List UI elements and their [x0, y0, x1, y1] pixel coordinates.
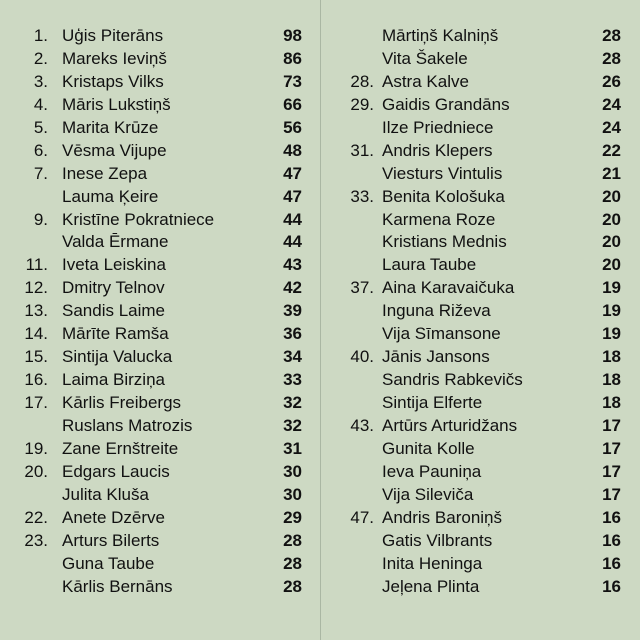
- person-name: Julita Kluša: [62, 484, 149, 504]
- ranking-row: [0, 323, 320, 346]
- rank-number: 37.: [350, 278, 374, 298]
- score-value: 20: [602, 209, 621, 229]
- ranking-row: [321, 461, 640, 484]
- ranking-row: [0, 254, 320, 277]
- ranking-row: [321, 323, 640, 346]
- ranking-row: [321, 25, 640, 48]
- person-name: Ieva Pauniņa: [382, 461, 482, 481]
- ranking-row: [0, 163, 320, 186]
- ranking-row: [321, 553, 640, 576]
- ranking-row: [0, 25, 320, 48]
- score-value: 16: [602, 507, 621, 527]
- person-name: Benita Kološuka: [382, 186, 505, 206]
- score-value: 18: [602, 393, 621, 412]
- score-value: 17: [602, 438, 621, 458]
- ranking-row: [0, 209, 320, 232]
- person-name: Iveta Leiskina: [62, 255, 166, 275]
- score-value: 17: [602, 415, 621, 435]
- ranking-row: [321, 300, 640, 323]
- rank-number: 13.: [24, 301, 48, 321]
- person-name: Māris Lukstiņš: [62, 94, 171, 114]
- person-name: Laura Taube: [382, 255, 477, 275]
- person-name: Vija Sileviča: [382, 484, 474, 504]
- ranking-row: [321, 392, 640, 415]
- score-value: 16: [602, 530, 621, 550]
- person-name: Vija Sīmansone: [382, 324, 501, 344]
- rank-number: 2.: [33, 48, 48, 68]
- score-value: 47: [283, 186, 302, 206]
- ranking-row: [0, 369, 320, 392]
- person-name: Sintija Elferte: [382, 393, 483, 412]
- person-name: Kārlis Bernāns: [62, 576, 173, 596]
- rank-number: 15.: [24, 347, 48, 367]
- rank-number: 20.: [24, 461, 48, 481]
- person-name: Mareks Ieviņš: [62, 48, 167, 68]
- ranking-row: [321, 71, 640, 94]
- rank-number: 43.: [350, 415, 374, 435]
- person-name: Kristians Mednis: [382, 232, 507, 252]
- ranking-row: [0, 140, 320, 163]
- rank-number: 17.: [24, 393, 48, 412]
- rank-number: 12.: [24, 278, 48, 298]
- score-value: 16: [602, 576, 621, 596]
- score-value: 44: [283, 209, 302, 229]
- score-value: 30: [283, 484, 302, 504]
- rank-number: 40.: [350, 347, 374, 367]
- score-value: 26: [602, 71, 621, 91]
- person-name: Mārtiņš Kalniņš: [382, 26, 499, 45]
- person-name: Jānis Jansons: [382, 347, 490, 367]
- score-value: 20: [602, 232, 621, 252]
- left-column: [0, 25, 320, 615]
- ranking-row: [0, 530, 320, 553]
- score-value: 29: [283, 507, 302, 527]
- person-name: Arturs Bilerts: [62, 530, 160, 550]
- ranking-row: [0, 484, 320, 507]
- rank-number: 33.: [350, 186, 374, 206]
- person-name: Sintija Valucka: [62, 347, 173, 367]
- rank-number: 9.: [33, 209, 48, 229]
- score-value: 31: [283, 438, 302, 458]
- ranking-row: [0, 415, 320, 438]
- person-name: Ruslans Matrozis: [62, 415, 193, 435]
- ranking-row: [0, 553, 320, 576]
- score-value: 20: [602, 255, 621, 275]
- ranking-row: [0, 94, 320, 117]
- ranking-row: [0, 117, 320, 140]
- person-name: Viesturs Vintulis: [382, 163, 503, 183]
- ranking-row: [0, 231, 320, 254]
- rank-number: 28.: [350, 71, 374, 91]
- rank-number: 5.: [33, 117, 48, 137]
- score-value: 28: [602, 48, 621, 68]
- ranking-row: [0, 392, 320, 415]
- ranking-row: [321, 484, 640, 507]
- rank-number: 19.: [24, 438, 48, 458]
- ranking-row: [321, 277, 640, 300]
- score-value: 66: [283, 94, 302, 114]
- person-name: Andris Baroniņš: [382, 507, 503, 527]
- person-name: Anete Dzērve: [62, 507, 165, 527]
- rank-number: 29.: [350, 94, 374, 114]
- person-name: Sandis Laime: [62, 301, 166, 321]
- score-value: 98: [283, 26, 302, 45]
- rank-number: 14.: [24, 324, 48, 344]
- person-name: Inguna Riževa: [382, 301, 491, 321]
- ranking-row: [321, 415, 640, 438]
- ranking-row: [0, 507, 320, 530]
- score-value: 20: [602, 186, 621, 206]
- ranking-row: [321, 438, 640, 461]
- person-name: Jeļena Plinta: [382, 576, 480, 596]
- ranking-row: [0, 71, 320, 94]
- person-name: Sandris Rabkevičs: [382, 370, 523, 390]
- score-value: 56: [283, 117, 302, 137]
- person-name: Kristaps Vilks: [62, 71, 164, 91]
- person-name: Dmitry Telnov: [62, 278, 165, 298]
- person-name: Gatis Vilbrants: [382, 530, 493, 550]
- score-value: 43: [283, 255, 302, 275]
- rank-number: 7.: [33, 163, 48, 183]
- score-value: 17: [602, 484, 621, 504]
- score-value: 24: [602, 94, 621, 114]
- ranking-row: [321, 507, 640, 530]
- score-value: 39: [283, 301, 302, 321]
- ranking-row: [321, 140, 640, 163]
- score-value: 30: [283, 461, 302, 481]
- person-name: Gaidis Grandāns: [382, 94, 510, 114]
- ranking-row: [321, 254, 640, 277]
- ranking-row: [321, 576, 640, 599]
- rank-number: 47.: [350, 507, 374, 527]
- ranking-row: [321, 117, 640, 140]
- person-name: Vita Šakele: [382, 48, 468, 68]
- rank-number: 3.: [33, 71, 48, 91]
- ranking-row: [0, 300, 320, 323]
- rank-number: 1.: [33, 26, 48, 45]
- ranking-row: [321, 346, 640, 369]
- score-value: 42: [283, 278, 302, 298]
- person-name: Andris Klepers: [382, 140, 493, 160]
- rank-number: 11.: [25, 255, 48, 275]
- person-name: Karmena Roze: [382, 209, 496, 229]
- rank-number: 6.: [33, 140, 48, 160]
- score-value: 19: [602, 301, 621, 321]
- score-value: 34: [283, 347, 302, 367]
- person-name: Mārīte Ramša: [62, 324, 169, 344]
- score-value: 36: [283, 324, 302, 344]
- score-value: 28: [283, 576, 302, 596]
- ranking-row: [0, 277, 320, 300]
- score-value: 73: [283, 71, 302, 91]
- person-name: Marita Krūze: [62, 117, 159, 137]
- ranking-row: [0, 576, 320, 599]
- score-value: 18: [602, 370, 621, 390]
- ranking-row: [0, 438, 320, 461]
- person-name: Kārlis Freibergs: [62, 393, 182, 412]
- person-name: Valda Ērmane: [62, 232, 169, 252]
- person-name: Inese Zepa: [62, 163, 148, 183]
- person-name: Ilze Priedniece: [382, 117, 494, 137]
- ranking-row: [321, 231, 640, 254]
- person-name: Guna Taube: [62, 553, 155, 573]
- score-value: 28: [602, 26, 621, 45]
- score-value: 28: [283, 530, 302, 550]
- ranking-row: [321, 369, 640, 392]
- person-name: Inita Heninga: [382, 553, 483, 573]
- score-value: 33: [283, 370, 302, 390]
- person-name: Lauma Ķeire: [62, 186, 159, 206]
- score-value: 17: [602, 461, 621, 481]
- ranking-row: [0, 346, 320, 369]
- rank-number: 4.: [33, 94, 48, 114]
- ranking-row: [321, 48, 640, 71]
- person-name: Vēsma Vijupe: [62, 140, 167, 160]
- ranking-row: [321, 94, 640, 117]
- rank-number: 16.: [24, 370, 48, 390]
- right-column: [321, 25, 640, 615]
- score-value: 24: [602, 117, 621, 137]
- score-value: 22: [602, 140, 621, 160]
- score-value: 32: [283, 393, 302, 412]
- ranking-row: [321, 530, 640, 553]
- score-value: 21: [602, 163, 621, 183]
- ranking-row: [321, 163, 640, 186]
- person-name: Gunita Kolle: [382, 438, 475, 458]
- score-value: 28: [283, 553, 302, 573]
- score-value: 19: [602, 278, 621, 298]
- rank-number: 22.: [24, 507, 48, 527]
- score-value: 44: [283, 232, 302, 252]
- person-name: Artūrs Arturidžans: [382, 415, 518, 435]
- rank-number: 31.: [350, 140, 374, 160]
- ranking-row: [0, 48, 320, 71]
- score-value: 19: [602, 324, 621, 344]
- person-name: Uģis Piterāns: [62, 26, 164, 45]
- person-name: Astra Kalve: [382, 71, 469, 91]
- score-value: 18: [602, 347, 621, 367]
- ranking-row: [321, 209, 640, 232]
- score-value: 47: [283, 163, 302, 183]
- ranking-row: [0, 461, 320, 484]
- score-value: 48: [283, 140, 302, 160]
- person-name: Laima Birziņa: [62, 370, 165, 390]
- score-value: 86: [283, 48, 302, 68]
- person-name: Edgars Laucis: [62, 461, 170, 481]
- score-value: 32: [283, 415, 302, 435]
- rank-number: 23.: [24, 530, 48, 550]
- ranking-row: [0, 186, 320, 209]
- person-name: Kristīne Pokratniece: [62, 209, 215, 229]
- person-name: Aina Karavaičuka: [382, 278, 515, 298]
- ranking-row: [321, 186, 640, 209]
- score-value: 16: [602, 553, 621, 573]
- person-name: Zane Ernštreite: [62, 438, 179, 458]
